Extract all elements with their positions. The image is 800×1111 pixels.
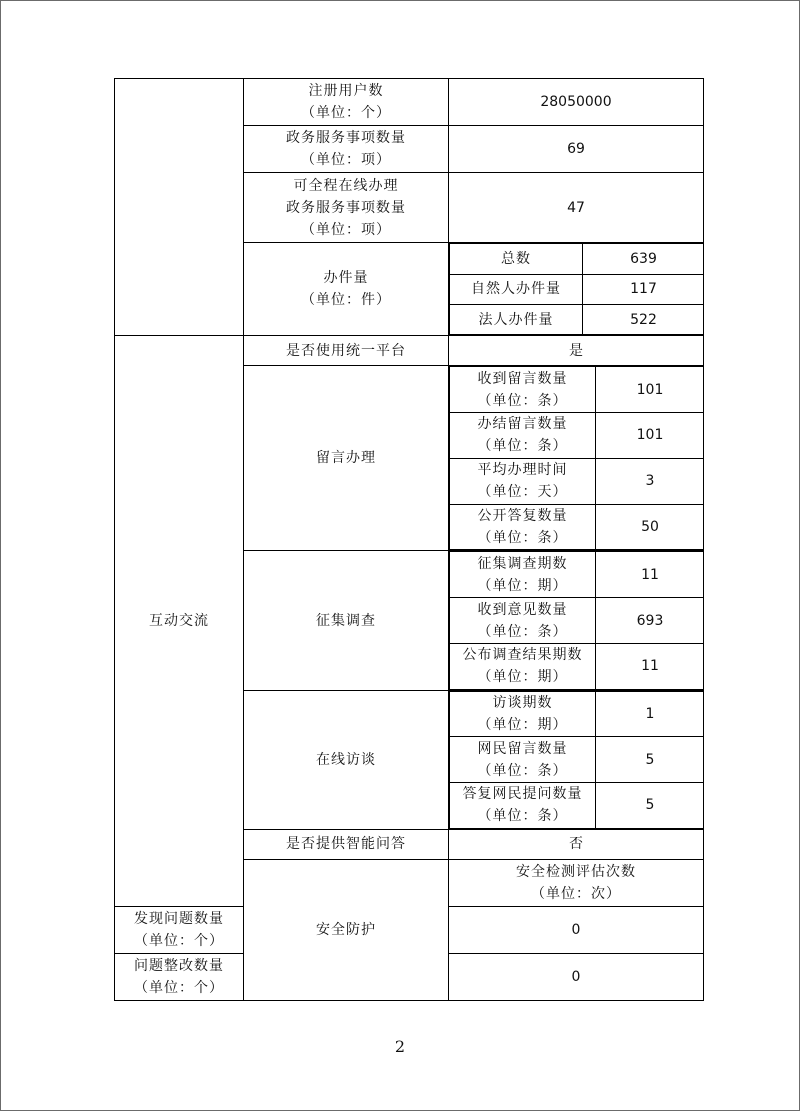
handled-legal-label: 法人办件量 bbox=[450, 304, 583, 334]
label-issues-found: 发现问题数量 （单位：个） bbox=[115, 906, 244, 953]
messages-closed-value: 101 bbox=[596, 413, 704, 459]
survey-results-value: 11 bbox=[596, 643, 704, 689]
value-registered-users: 28050000 bbox=[449, 79, 704, 126]
messages-subtable bbox=[449, 366, 704, 550]
handled-natural-label: 自然人办件量 bbox=[450, 274, 583, 304]
handled-natural-value: 117 bbox=[583, 274, 704, 304]
survey-periods-label: 征集调查期数 （单位：期） bbox=[450, 552, 596, 598]
interview-replies-label: 答复网民提问数量 （单位：条） bbox=[450, 783, 596, 829]
label-messages: 留言办理 bbox=[244, 366, 449, 551]
label-online-items: 可全程在线办理 政务服务事项数量 （单位：项） bbox=[244, 173, 449, 243]
survey-opinions-value: 693 bbox=[596, 598, 704, 644]
interview-replies-value: 5 bbox=[596, 783, 704, 829]
messages-public-reply-value: 50 bbox=[596, 504, 704, 550]
messages-row bbox=[450, 413, 704, 459]
interview-row bbox=[450, 783, 704, 829]
handled-total-label: 总数 bbox=[450, 244, 583, 274]
label-survey: 征集调查 bbox=[244, 551, 449, 690]
value-issues-found: 0 bbox=[449, 906, 704, 953]
label-security-checks: 安全检测评估次数 （单位：次） bbox=[449, 859, 704, 906]
category-security: 安全防护 bbox=[244, 859, 449, 1000]
label-unified-platform: 是否使用统一平台 bbox=[244, 336, 449, 366]
interview-row bbox=[450, 691, 704, 737]
messages-received-label: 收到留言数量 （单位：条） bbox=[450, 367, 596, 413]
messages-subtable-cell bbox=[449, 366, 704, 551]
label-handled: 办件量 （单位：件） bbox=[244, 243, 449, 336]
label-service-items: 政务服务事项数量 （单位：项） bbox=[244, 126, 449, 173]
interview-periods-value: 1 bbox=[596, 691, 704, 737]
category-interaction: 互动交流 bbox=[115, 336, 244, 907]
label-interview: 在线访谈 bbox=[244, 690, 449, 829]
survey-row bbox=[450, 552, 704, 598]
messages-closed-label: 办结留言数量 （单位：条） bbox=[450, 413, 596, 459]
value-issues-fixed: 0 bbox=[449, 953, 704, 1000]
interview-subtable-cell bbox=[449, 690, 704, 829]
messages-avg-time-value: 3 bbox=[596, 458, 704, 504]
handled-subtable bbox=[449, 243, 704, 335]
messages-row bbox=[450, 504, 704, 550]
handled-total-value: 639 bbox=[583, 244, 704, 274]
survey-opinions-label: 收到意见数量 （单位：条） bbox=[450, 598, 596, 644]
survey-subtable bbox=[449, 551, 704, 689]
category-cell-blank bbox=[115, 79, 244, 336]
value-smart-qa: 否 bbox=[449, 829, 704, 859]
value-online-items: 47 bbox=[449, 173, 704, 243]
survey-results-label: 公布调查结果期数 （单位：期） bbox=[450, 643, 596, 689]
messages-received-value: 101 bbox=[596, 367, 704, 413]
row-unified-platform bbox=[115, 336, 704, 366]
interview-messages-value: 5 bbox=[596, 737, 704, 783]
survey-row bbox=[450, 598, 704, 644]
page-number: 2 bbox=[394, 1037, 406, 1056]
handled-subtable-cell bbox=[449, 243, 704, 336]
messages-public-reply-label: 公开答复数量 （单位：条） bbox=[450, 504, 596, 550]
label-issues-fixed: 问题整改数量 （单位：个） bbox=[115, 953, 244, 1000]
survey-periods-value: 11 bbox=[596, 552, 704, 598]
report-table bbox=[114, 78, 704, 1001]
label-registered-users: 注册用户数 （单位：个） bbox=[244, 79, 449, 126]
survey-subtable-cell bbox=[449, 551, 704, 690]
messages-row bbox=[450, 367, 704, 413]
label-smart-qa: 是否提供智能问答 bbox=[244, 829, 449, 859]
row-registered-users bbox=[115, 79, 704, 126]
value-service-items: 69 bbox=[449, 126, 704, 173]
value-unified-platform: 是 bbox=[449, 336, 704, 366]
messages-row bbox=[450, 458, 704, 504]
interview-subtable bbox=[449, 691, 704, 829]
interview-periods-label: 访谈期数 （单位：期） bbox=[450, 691, 596, 737]
interview-messages-label: 网民留言数量 （单位：条） bbox=[450, 737, 596, 783]
survey-row bbox=[450, 643, 704, 689]
messages-avg-time-label: 平均办理时间 （单位：天） bbox=[450, 458, 596, 504]
interview-row bbox=[450, 737, 704, 783]
handled-legal-value: 522 bbox=[583, 304, 704, 334]
